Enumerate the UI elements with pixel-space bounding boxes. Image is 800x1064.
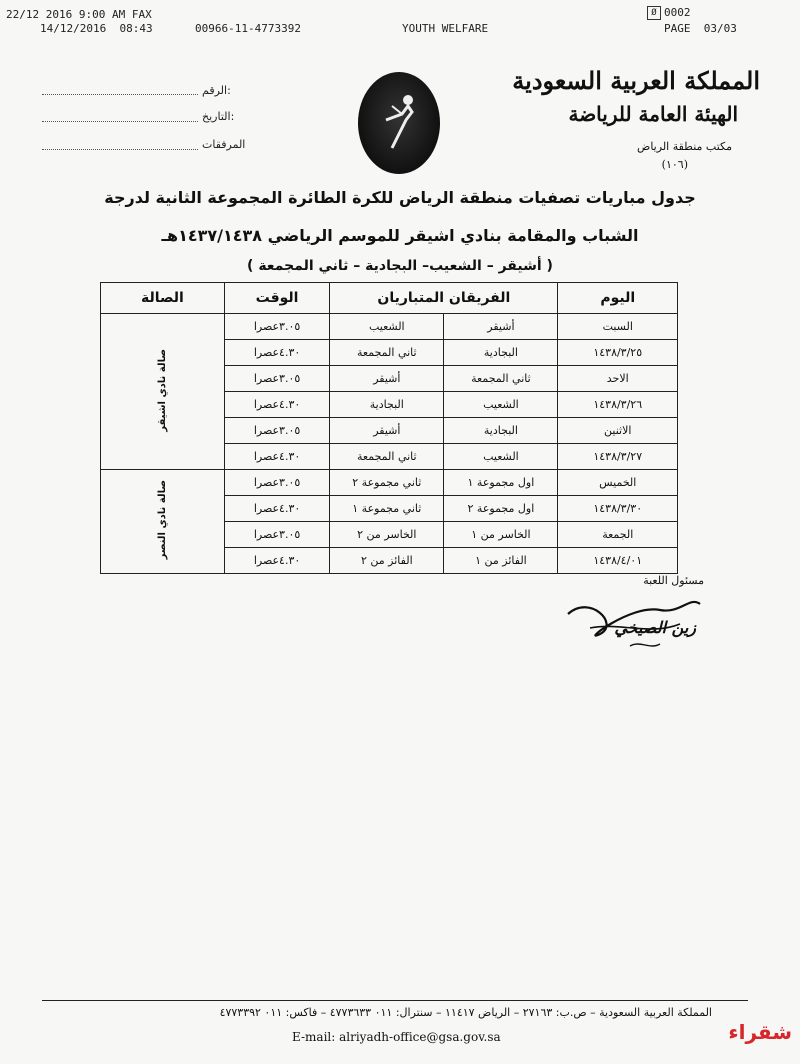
org-office: مكتب منطقة الرياض (637, 140, 732, 153)
fax-department: YOUTH WELFARE (402, 22, 489, 35)
table-header-row (101, 283, 678, 314)
fax-timestamp-2: 14/12/2016 08:43 (40, 22, 153, 35)
attachments-line (42, 149, 198, 150)
team-b: ثاني مجموعة ٢ (330, 470, 444, 496)
team-b: ثاني المجمعة (330, 444, 444, 470)
number-line (42, 94, 198, 95)
day-date: ١٤٣٨/٣/٢٧ (558, 444, 678, 470)
team-b: الفائز من ٢ (330, 548, 444, 574)
date-line (42, 121, 198, 122)
team-b: ثاني مجموعة ١ (330, 496, 444, 522)
footer-address: المملكة العربية السعودية – ص.ب: ٢٧١٦٣ – الرياض ١١٤١٧ – سنترال: ٠١١ ٤٧٧٣٦٣٣ – فاكس: ٠١١ ٤٧٧٣٣٩٢ (219, 1006, 712, 1019)
match-time: ٣.٠٥عصرا (224, 418, 329, 444)
hall-name: صالة نادي اشيقر (156, 348, 168, 432)
team-b: ثاني المجمعة (330, 340, 444, 366)
org-code: (١٠٦) (661, 158, 688, 171)
footer-email: E-mail: alriyadh-office@gsa.gov.sa (292, 1030, 501, 1044)
header-day: اليوم (558, 283, 678, 314)
fax-counter: 0002 (664, 6, 691, 19)
schedule-table (100, 282, 678, 574)
header-time: الوقت (224, 283, 329, 314)
match-time: ٣.٠٥عصرا (224, 314, 329, 340)
emblem-logo (358, 72, 440, 174)
day-date: ١٤٣٨/٤/٠١ (558, 548, 678, 574)
team-a: ثاني المجمعة (444, 366, 558, 392)
fax-page: PAGE 03/03 (664, 22, 737, 35)
team-a: البجادية (444, 340, 558, 366)
match-time: ٤.٣٠عصرا (224, 392, 329, 418)
day-name: الخميس (558, 470, 678, 496)
hall-cell (101, 470, 225, 574)
fax-timestamp-1: 22/12 2016 9:00 AM FAX (6, 8, 152, 21)
match-time: ٣.٠٥عصرا (224, 470, 329, 496)
number-label: الرقم: (202, 84, 231, 97)
day-date: ١٤٣٨/٣/٢٦ (558, 392, 678, 418)
match-time: ٤.٣٠عصرا (224, 548, 329, 574)
day-name: الاحد (558, 366, 678, 392)
table-row (101, 470, 678, 496)
signature-name: زين الصيخي (614, 618, 696, 637)
table-row (101, 314, 678, 340)
title-line-2: الشباب والمقامة بنادي اشيقر للموسم الرياضي ١٤٣٧/١٤٣٨هـ (161, 226, 639, 245)
signature-role: مسئول اللعبة (643, 574, 704, 587)
team-a: البجادية (444, 418, 558, 444)
hall-cell (101, 314, 225, 470)
org-authority: الهيئة العامة للرياضة (568, 102, 738, 126)
team-a: الخاسر من ١ (444, 522, 558, 548)
match-time: ٣.٠٥عصرا (224, 366, 329, 392)
match-time: ٣.٠٥عصرا (224, 522, 329, 548)
title-line-1: جدول مباريات تصفيات منطقة الرياض للكرة الطائرة المجموعة الثانية لدرجة (104, 188, 696, 207)
team-a: اول مجموعة ٢ (444, 496, 558, 522)
athlete-icon (378, 86, 420, 158)
day-name: الاثنين (558, 418, 678, 444)
day-date: ١٤٣٨/٣/٣٠ (558, 496, 678, 522)
match-time: ٤.٣٠عصرا (224, 340, 329, 366)
team-a: الشعيب (444, 392, 558, 418)
header-hall: الصالة (101, 283, 225, 314)
team-a: الشعيب (444, 444, 558, 470)
team-b: أشيقر (330, 418, 444, 444)
footer-divider (42, 1000, 748, 1001)
team-a: اول مجموعة ١ (444, 470, 558, 496)
day-name: الجمعة (558, 522, 678, 548)
team-b: الشعيب (330, 314, 444, 340)
team-b: البجادية (330, 392, 444, 418)
header-teams: الفريقان المتباريان (330, 283, 558, 314)
team-b: الخاسر من ٢ (330, 522, 444, 548)
match-time: ٤.٣٠عصرا (224, 496, 329, 522)
attachments-label: المرفقات (202, 138, 246, 151)
day-date: ١٤٣٨/٣/٢٥ (558, 340, 678, 366)
org-kingdom: المملكة العربية السعودية (512, 66, 760, 95)
fax-counter-icon: Ø (647, 6, 661, 20)
team-a: أشيقر (444, 314, 558, 340)
watermark-logo: شقراء (728, 1020, 792, 1044)
fax-phone: 00966-11-4773392 (195, 22, 301, 35)
team-b: أشيقر (330, 366, 444, 392)
match-time: ٤.٣٠عصرا (224, 444, 329, 470)
date-label: التاريخ: (202, 110, 235, 123)
hall-name: صالة نادي النصر (156, 480, 168, 560)
title-line-3: ( أشيقر – الشعيب– البجادية – ثاني المجمعة ) (247, 258, 553, 274)
day-name: السبت (558, 314, 678, 340)
team-a: الفائز من ١ (444, 548, 558, 574)
